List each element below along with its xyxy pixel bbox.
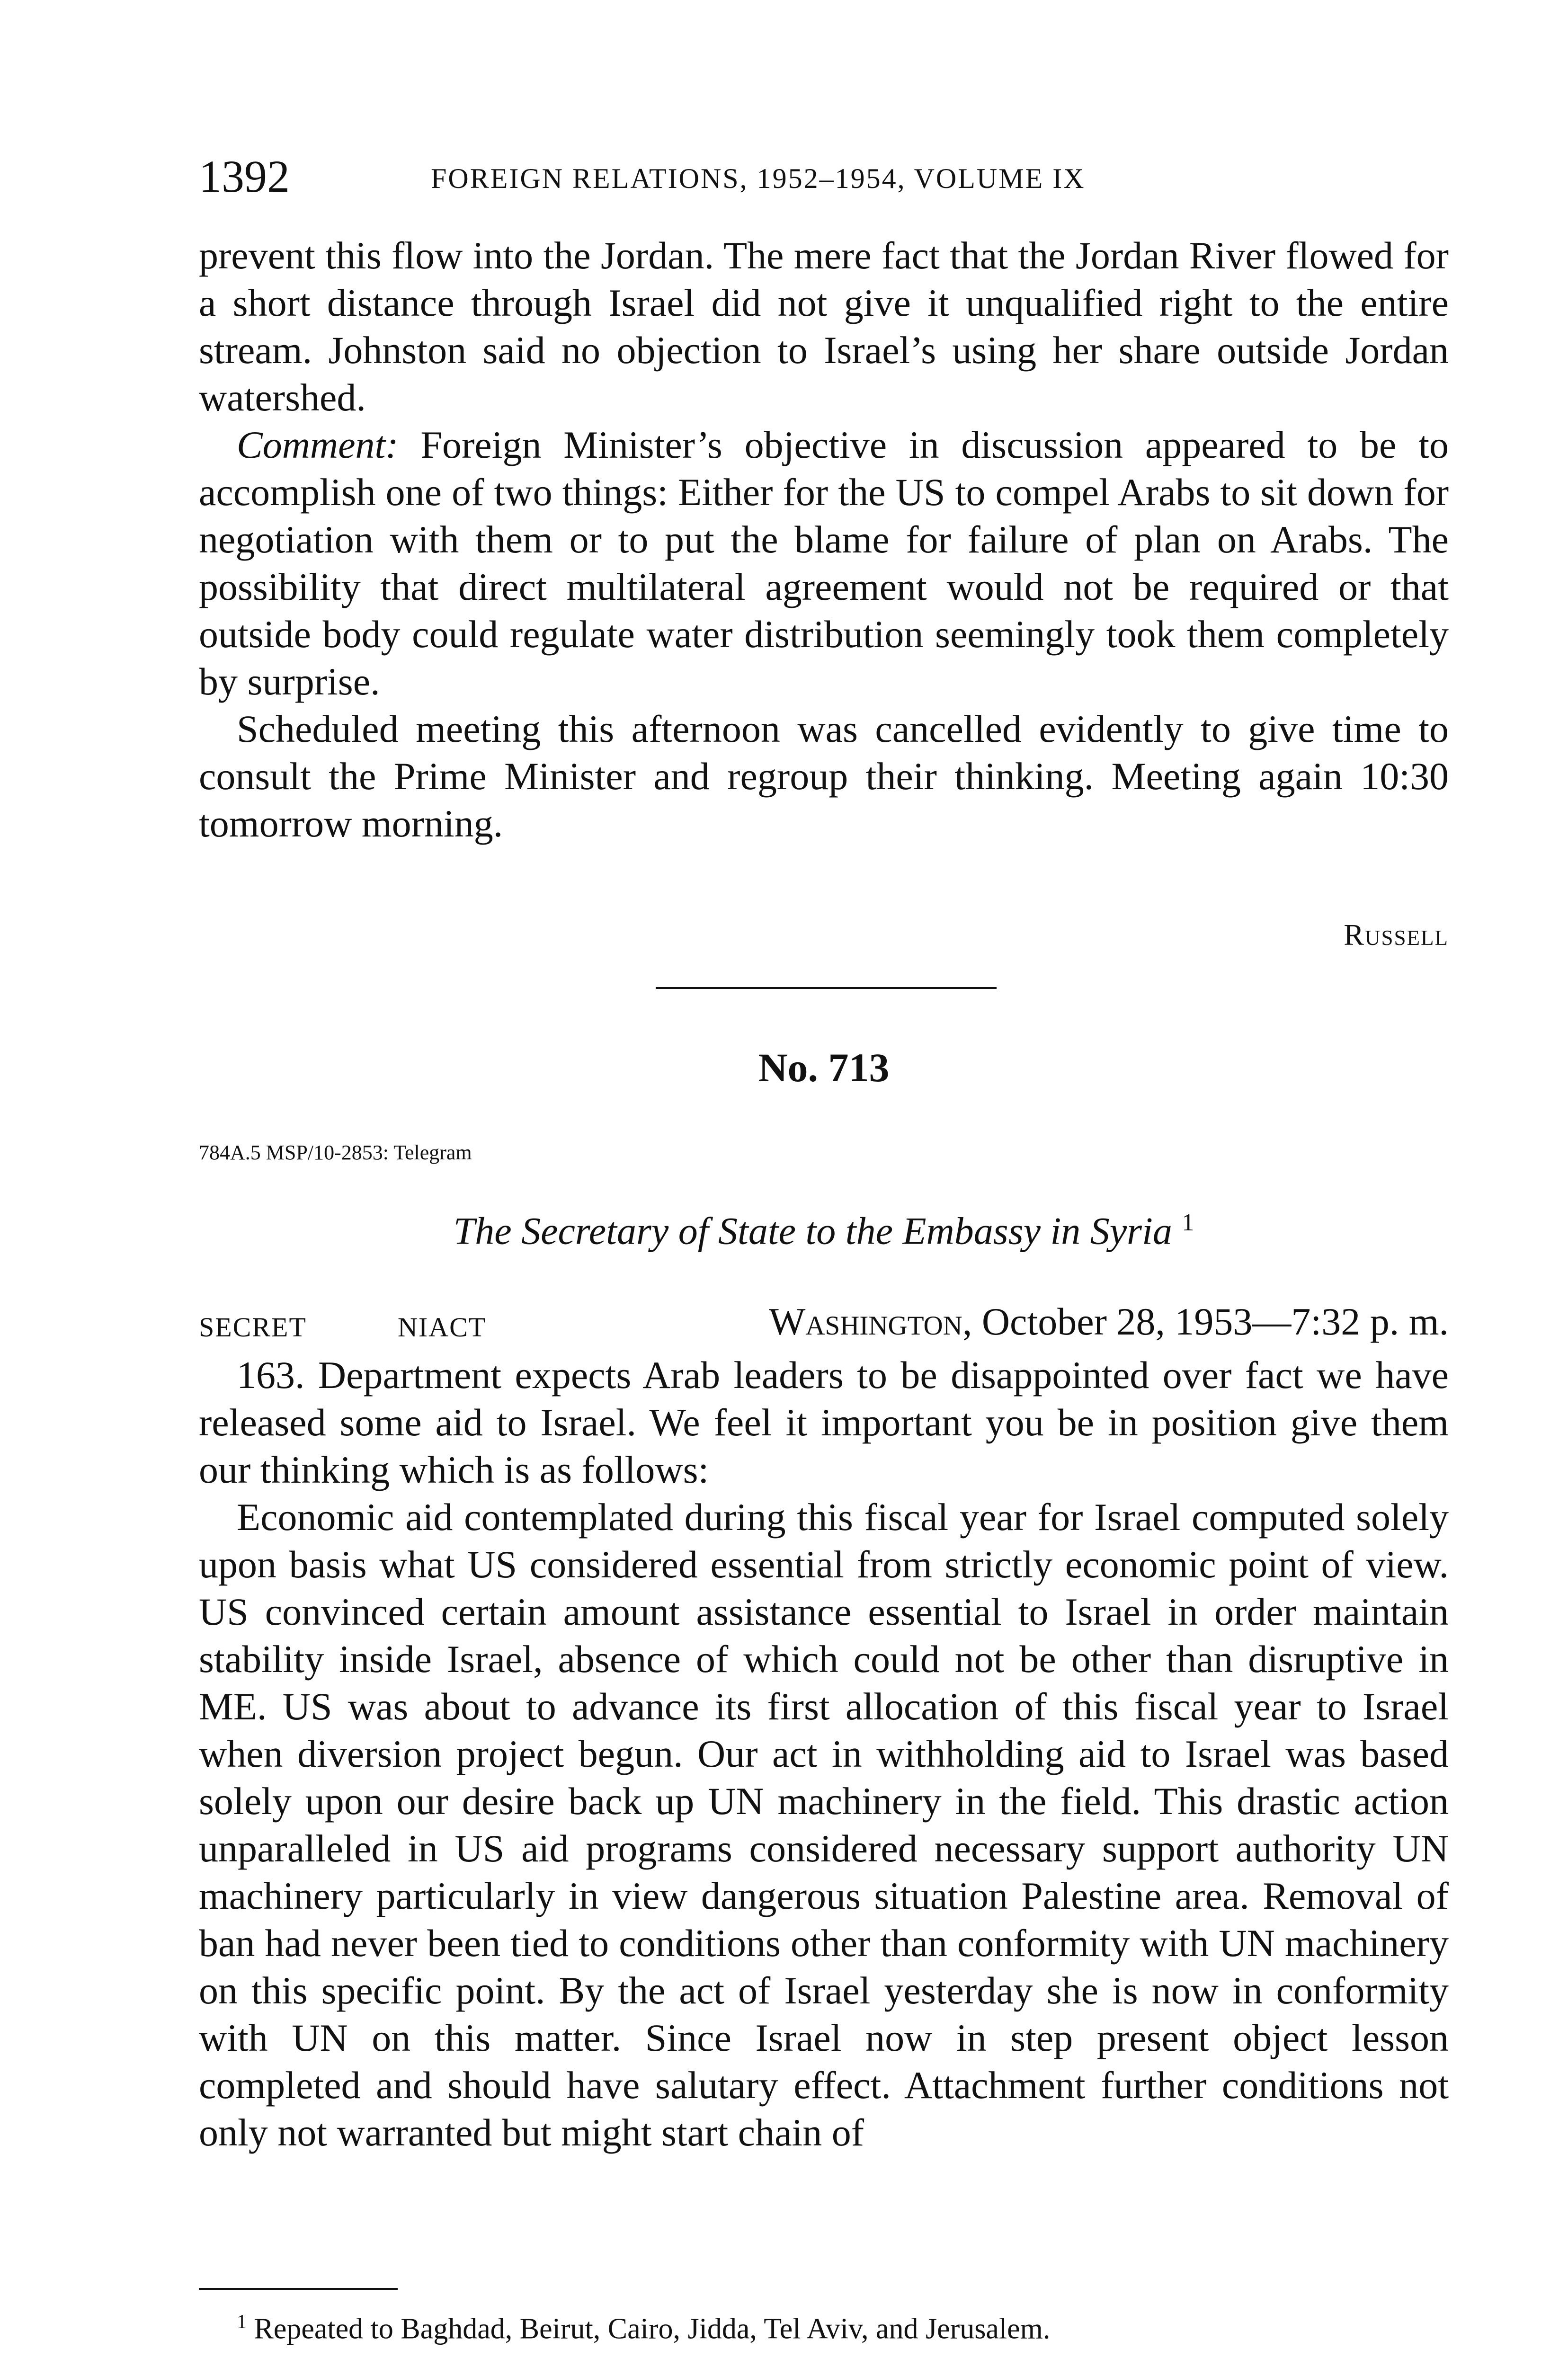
dateline-place: Washington, [768, 1300, 972, 1343]
dateline-date: October 28, 1953—7:32 p. m. [972, 1300, 1449, 1343]
paragraph: Economic aid contemplated during this fiscal year for Israel computed solely upon basis what US considered essential from strictly economic point of view. US convinced certain amount assistance essential to Israel in order maintain stability inside Israel, absence of which could not be other than disruptive in ME. US was about to advance its first allocation of this fiscal year to Israel when diversion project begun. Our act in withholding aid to Israel was based solely upon our desire back up UN machinery in the field. This drastic action unparalleled in US aid programs considered necessary support authority UN machinery particularly in view dangerous situation Palestine area. Removal of ban had never been tied to conditions other than conformity with UN machinery on this specific point. By the act of Israel yesterday she is now in conformity with UN on this matter. Since Israel now in step present object lesson completed and should have salutary effect. Attachment further conditions not only not warranted but might start chain of [199, 1495, 1449, 2154]
comment-label: Comment: [237, 423, 399, 466]
signature: Russell [1344, 918, 1449, 952]
precedence: NIACT [398, 1312, 487, 1343]
running-head [199, 151, 1449, 203]
document-heading-text: The Secretary of State to the Embassy in Syria [453, 1209, 1172, 1253]
telegram-text [199, 1352, 1449, 2156]
document-heading [199, 1197, 1449, 1257]
file-reference: 784A.5 MSP/10-2853: Telegram [199, 1141, 472, 1164]
footnote-marker: 1 [1182, 1209, 1194, 1236]
dateline [769, 1298, 1449, 1345]
document-number: No. 713 [758, 1045, 890, 1090]
comment-paragraph [199, 421, 1449, 705]
classification-line [199, 1298, 1449, 1345]
running-title: FOREIGN RELATIONS, 1952–1954, VOLUME IX [431, 163, 1086, 194]
paragraph: prevent this flow into the Jordan. The mere fact that the Jordan River flowed for a short distance through Israel did not give it unqualified right to the entire stream. Johnston said no objection to Israel’s using her share outside Jordan watershed. [199, 234, 1449, 419]
footnote-marker: 1 [237, 2311, 247, 2333]
section-divider [656, 987, 997, 989]
comment-text: Foreign Minister’s objective in discussion appeared to be to accomplish one of two things: Either for the US to compel Arabs to sit down for negotiation with them or to put the blame for failure of plan on Arabs. The possibility that direct multilateral agreement would not be required or that outside body could regulate water distribution seemingly took them completely by surprise. [199, 423, 1449, 703]
paragraph: Scheduled meeting this afternoon was cancelled evidently to give time to consult the Prime Minister and regroup their thinking. Meeting again 10:30 tomorrow morning. [199, 707, 1449, 845]
document-page [199, 0, 1449, 2367]
footnote [237, 2301, 1050, 2350]
paragraph: 163. Department expects Arab leaders to be disappointed over fact we have released some aid to Israel. We feel it important you be in position give them our thinking which is as follows: [199, 1353, 1449, 1491]
footnote-text: Repeated to Baghdad, Beirut, Cairo, Jidda, Tel Aviv, and Jerusalem. [247, 2313, 1051, 2345]
page-number: 1392 [199, 151, 290, 202]
continuation-text [199, 232, 1449, 847]
footnote-divider [199, 2288, 398, 2290]
classification: SECRET [199, 1312, 307, 1343]
